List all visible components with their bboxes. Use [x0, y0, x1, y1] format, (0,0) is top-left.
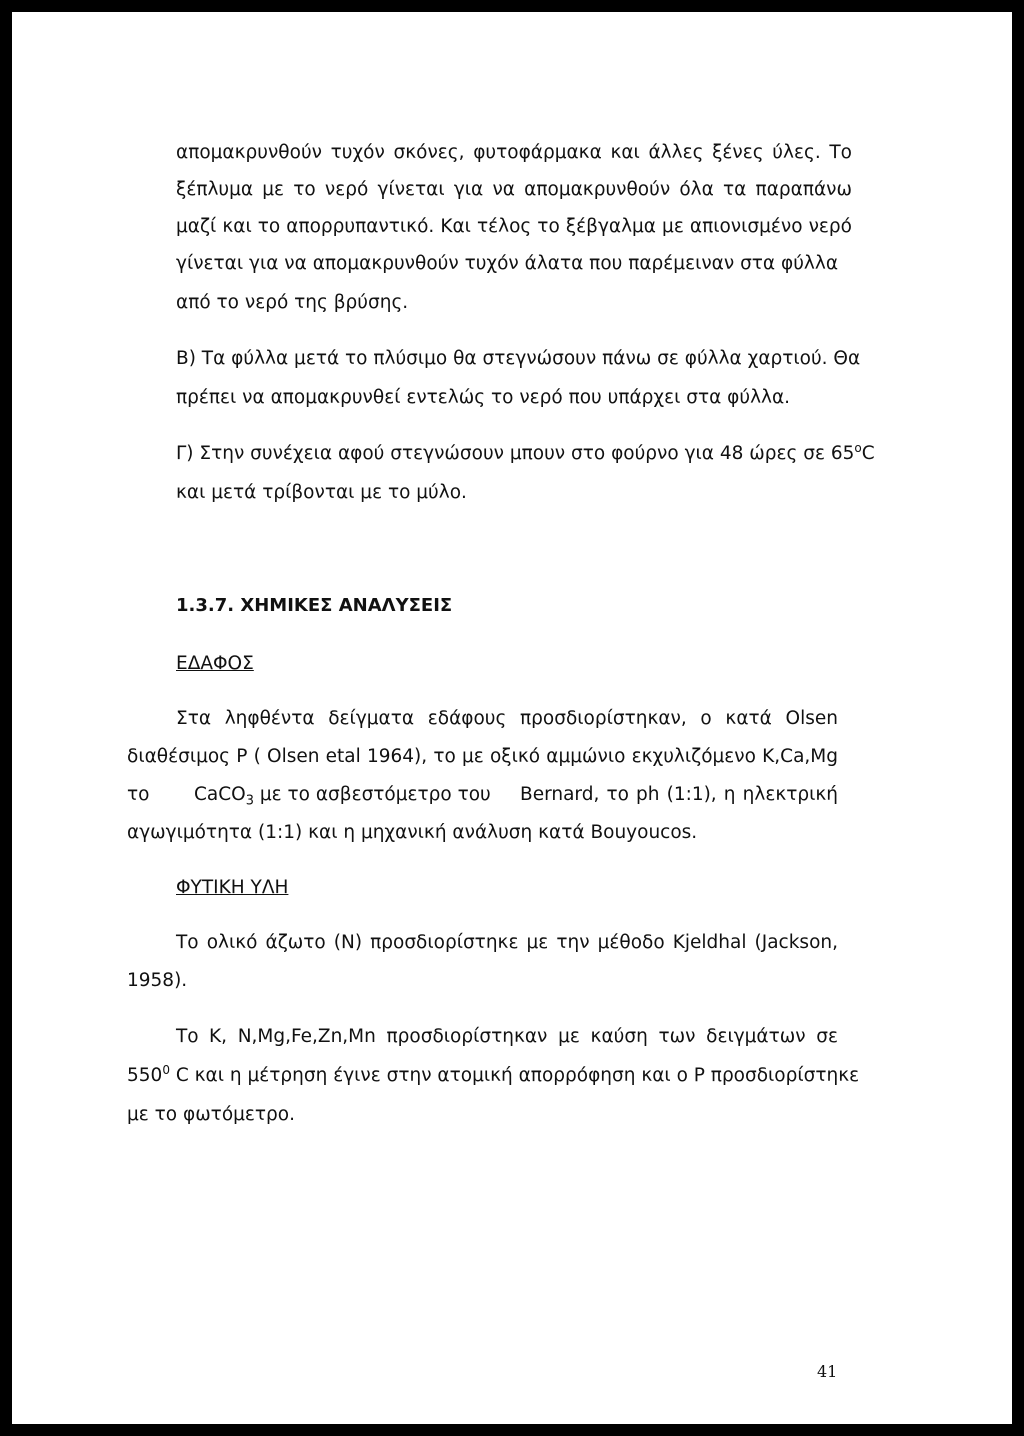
soil-line-2: διαθέσιμος P ( Olsen etal 1964), το με οξικό αμμώνιο εκχυλιζόμενο K,Ca,Mg [127, 746, 838, 767]
plant-line-4 [127, 1062, 860, 1088]
calcimeter-text: με το ασβεστόμετρο του [253, 784, 491, 805]
plant-heading: ΦΥΤΙΚΗ ΥΛΗ [176, 877, 289, 898]
celsius-unit: C [861, 443, 875, 464]
soil-line-3-bernard: Bernard, το ph (1:1), η ηλεκτρική [520, 784, 838, 805]
page-number: 41 [817, 1362, 838, 1381]
paragraph-2-line-2: πρέπει να απομακρυνθεί εντελώς το νερό που υπάρχει στα φύλλα. [176, 387, 791, 408]
plant-line-4-text: C και η μέτρηση έγινε στην ατομική απορρόφηση και ο Ρ προσδιορίστηκε [169, 1065, 860, 1086]
temperature-value: 550 [127, 1065, 163, 1086]
plant-line-5: με το φωτόμετρο. [127, 1104, 295, 1125]
soil-line-1: Στα ληφθέντα δείγματα εδάφους προσδιορίστηκαν, ο κατά Olsen [176, 708, 838, 729]
document-page [12, 12, 1012, 1424]
paragraph-1-line-5: από το νερό της βρύσης. [176, 292, 409, 313]
plant-line-3-to: Το [176, 1026, 199, 1047]
paragraph-2-line-1: Β) Τα φύλλα μετά το πλύσιμο θα στεγνώσουν πάνω σε φύλλα χαρτιού. Θα [176, 348, 861, 369]
soil-heading: ΕΔΑΦΟΣ [176, 653, 254, 674]
paragraph-1-line-2: ξέπλυμα με το νερό γίνεται για να απομακρυνθούν όλα τα παραπάνω [176, 179, 852, 200]
paragraph-3-line-2: και μετά τρίβονται με το μύλο. [176, 482, 467, 503]
section-heading: 1.3.7. ΧΗΜΙΚΕΣ ΑΝΑΛΥΣΕΙΣ [176, 595, 453, 616]
plant-line-2: 1958). [127, 970, 188, 991]
soil-line-3-to: το [127, 784, 150, 805]
caco3-formula: CaCO [194, 784, 246, 805]
plant-line-1: Το ολικό άζωτο (Ν) προσδιορίστηκε με την μέθοδο Kjeldhal (Jackson, [176, 932, 838, 953]
paragraph-1-line-4: γίνεται για να απομακρυνθούν τυχόν άλατα που παρέμειναν στα φύλλα [176, 253, 839, 274]
soil-line-4: αγωγιμότητα (1:1) και η μηχανική ανάλυση κατά Bouyoucos. [127, 822, 698, 843]
paragraph-1-line-1: απομακρυνθούν τυχόν σκόνες, φυτοφάρμακα και άλλες ξένες ύλες. Το [176, 142, 852, 163]
degree-superscript: 0 [162, 1062, 170, 1077]
degree-superscript: ο [854, 440, 862, 455]
soil-line-3-caco3 [194, 783, 491, 807]
paragraph-1-line-3: μαζί και το απορρυπαντικό. Και τέλος το ξέβγαλμα με απιονισμένο νερό [176, 216, 852, 237]
paragraph-3-line-1-text: Γ) Στην συνέχεια αφού στεγνώσουν μπουν στο φούρνο για 48 ώρες σε 65 [176, 443, 855, 464]
plant-line-3: K, N,Mg,Fe,Zn,Mn προσδιορίστηκαν με καύση των δειγμάτων σε [209, 1026, 838, 1047]
paragraph-3-line-1 [176, 442, 875, 466]
caco3-subscript: 3 [245, 793, 254, 809]
